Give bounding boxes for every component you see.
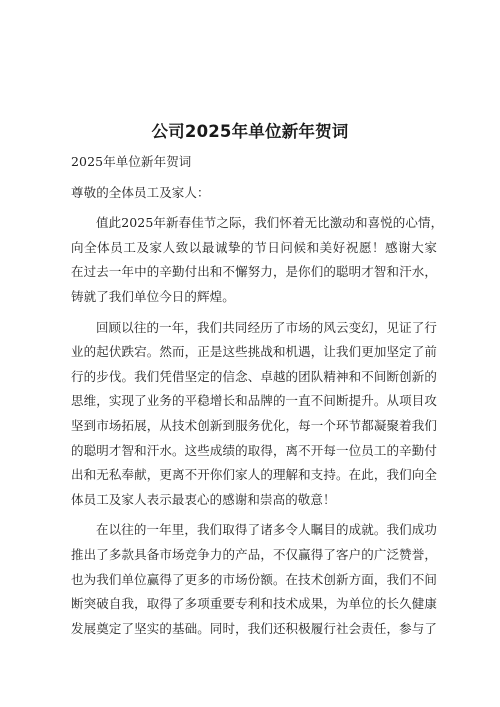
paragraph-line: 体员工及家人表示最衷心的感谢和崇高的敬意！ <box>71 491 336 507</box>
paragraph-line: 铸就了我们单位今日的辉煌。 <box>71 288 235 304</box>
paragraph-line: 出和无私奉献，更离不开你们家人的理解和支持。在此，我们向全 <box>71 467 437 483</box>
paragraph-line: 值此2025年新春佳节之际，我们怀着无比激动和喜悦的心情， <box>96 215 444 231</box>
subtitle-line: 2025年单位新年贺词 <box>71 154 192 169</box>
paragraph-line: 也为我们单位赢得了更多的市场份额。在技术创新方面，我们不间 <box>71 571 437 587</box>
paragraph-line: 推出了多款具备市场竞争力的产品，不仅赢得了客户的广泛赞誉， <box>71 546 437 562</box>
paragraph-line: 回顾以往的一年，我们共同经历了市场的风云变幻，见证了行 <box>96 319 437 335</box>
paragraph-line: 在过去一年中的辛勤付出和不懈努力，是你们的聪明才智和汗水， <box>71 264 437 280</box>
paragraph-line: 断突破自我，取得了多项重要专利和技术成果，为单位的长久健康 <box>71 596 437 612</box>
paragraph-line: 行的步伐。我们凭借坚定的信念、卓越的团队精神和不间断创新的 <box>71 368 437 384</box>
document-body <box>71 150 444 641</box>
paragraph-line: 坚到市场拓展，从技术创新到服务优化，每一个环节都凝聚着我们 <box>71 417 437 433</box>
paragraph-2 <box>71 316 437 513</box>
paragraph-line: 的聪明才智和汗水。这些成绩的取得，离不开每一位员工的辛勤付 <box>71 442 437 458</box>
paragraph-line: 在以往的一年里，我们取得了诸多令人瞩目的成就。我们成功 <box>96 522 437 538</box>
paragraph-line: 思维，实现了业务的平稳增长和品牌的一直不间断提升。从项目攻 <box>71 393 437 409</box>
document-title: 公司2025年单位新年贺词 <box>151 122 349 141</box>
paragraph-line: 发展奠定了坚实的基础。同时，我们还积极履行社会责任，参与了 <box>71 620 437 636</box>
paragraph-1 <box>71 211 444 309</box>
paragraph-3 <box>71 518 437 641</box>
paragraph-line: 向全体员工及家人致以最诚挚的节日问候和美好祝愿！感谢大家 <box>71 239 437 255</box>
salutation-line: 尊敬的全体员工及家人： <box>71 184 210 200</box>
paragraph-line: 业的起伏跌宕。然而，正是这些挑战和机遇，让我们更加坚定了前 <box>71 344 437 360</box>
